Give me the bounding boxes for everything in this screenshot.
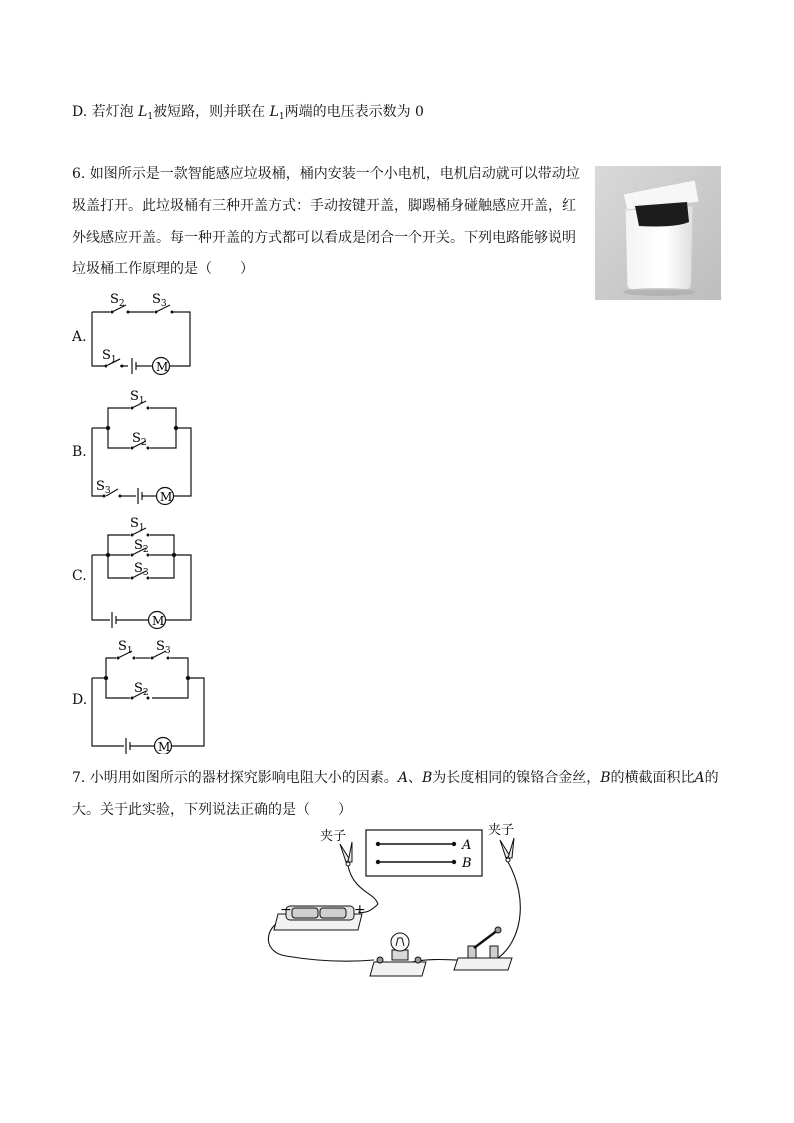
resistance-experiment-figure [262,822,534,982]
bulb-icon [370,933,426,976]
q7-line-2: 大。关于此实验，下列说法正确的是（ ） [72,802,352,818]
svg-text:S2: $S_2$ [132,431,147,448]
clip-left-icon [340,842,352,866]
svg-text:S1: $S_1$ [118,639,133,656]
smart-trash-can-photo [595,166,721,300]
q6-line-3: 外线感应开盖。每一种开盖的方式都可以看成是闭合一个开关。下列电路能够说明 [72,230,576,246]
q6-option-c-label: C. [72,568,87,584]
q6-option-a-label: A. [72,329,87,345]
svg-text:M: M [156,360,169,374]
battery-minus-label: − [280,902,292,918]
svg-text:S1: $S_1$ [102,348,117,365]
q6-option-d-label: D. [72,692,88,708]
circuit-b [88,386,198,506]
circuit-d [88,636,210,754]
svg-text:S3: $S_3$ [134,561,149,578]
prev-option-d: D. 若灯泡 $L_1$被短路，则并联在 $L_1$两端的电压表示数为 0 [72,104,424,122]
svg-text:S3: $S_3$ [152,292,167,309]
q6-line-1: 6. 如图所示是一款智能感应垃圾桶，桶内安装一个小电机，电机启动就可以带动垃 [72,166,580,182]
svg-text:S1: $S_1$ [130,389,145,406]
wire-b-label: B [462,856,472,871]
svg-text:S1: $S_1$ [130,516,145,533]
q6-line-4: 垃圾桶工作原理的是（ ） [72,261,254,277]
wire-a-label: A [462,838,472,853]
knife-switch-icon [454,927,512,970]
svg-text:M: M [152,614,165,628]
q7-line-1: 7. 小明用如图所示的器材探究影响电阻大小的因素。A、B为长度相同的镍铬合金丝，B的横截面积比A的 [72,770,719,786]
q6-option-b-label: B. [72,444,87,460]
svg-text:M: M [158,740,171,754]
switch-label: $S_2$ [110,292,125,309]
battery-plus-label: + [354,902,366,918]
svg-text:S3: $S_3$ [156,639,171,656]
svg-text:S2: $S_2$ [134,681,149,698]
svg-text:M: M [160,490,173,504]
circuit-a [88,288,198,378]
q6-line-2: 圾盖打开。此垃圾桶有三种开盖方式：手动按键开盖，脚踢桶身碰触感应开盖，红 [72,198,576,214]
clip-left-label: 夹子 [320,829,347,844]
svg-text:S2: $S_2$ [134,538,149,555]
svg-text:S3: $S_3$ [96,479,111,496]
clip-right-icon [500,838,514,862]
circuit-c [88,512,198,630]
clip-right-label: 夹子 [488,823,515,838]
